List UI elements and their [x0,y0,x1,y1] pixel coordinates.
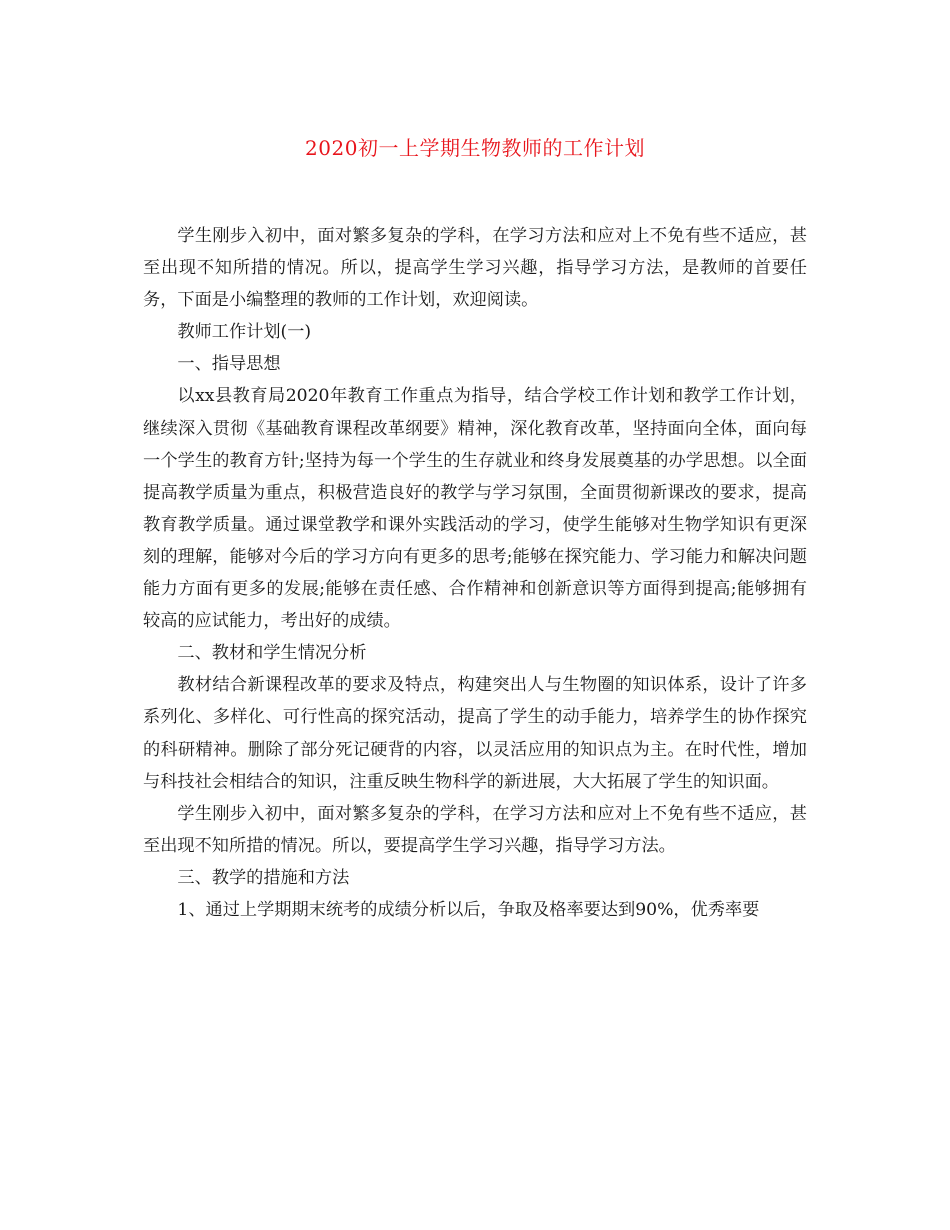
document-title: 2020初一上学期生物教师的工作计划 [305,136,645,160]
measure-item-1: 1、通过上学期期末统考的成绩分析以后，争取及格率要达到90%，优秀率要 [177,899,760,920]
materials-analysis-paragraph: 教材结合新课程改革的要求及特点，构建突出人与生物圈的知识体系，设计了许多系列化、多样化、可行性高的探究活动，提高了学生的动手能力，培养学生的协作探究的科研精神。删除了部分死记硬背的内容，以灵活应用的知识点为主。在时代性，增加与科技社会相结合的知识，注重反映生物科学的新进展，大大拓展了学生的知识面。 [143,675,807,792]
section-heading-materials-students: 二、教材和学生情况分析 [177,643,367,664]
section-heading-guiding-ideas: 一、指导思想 [177,354,281,375]
section-heading-teaching-measures: 三、教学的措施和方法 [177,867,350,888]
students-analysis-paragraph: 学生刚步入初中，面对繁多复杂的学科，在学习方法和应对上不免有些不适应，甚至出现不知所措的情况。所以，要提高学生学习兴趣，指导学习方法。 [143,803,807,856]
intro-paragraph: 学生刚步入初中，面对繁多复杂的学科，在学习方法和应对上不免有些不适应，甚至出现不知所措的情况。所以，提高学生学习兴趣，指导学习方法，是教师的首要任务，下面是小编整理的教师的工作计划，欢迎阅读。 [143,226,807,311]
guiding-ideas-paragraph: 以xx县教育局2020年教育工作重点为指导，结合学校工作计划和教学工作计划，继续深入贯彻《基础教育课程改革纲要》精神，深化教育改革，坚持面向全体，面向每一个学生的教育方针;坚持为每一个学生的生存就业和终身发展奠基的办学思想。以全面提高教学质量为重点，积极营造良好的教学与学习氛围，全面贯彻新课改的要求，提高教育教学质量。通过课堂教学和课外实践活动的学习，使学生能够对生物学知识有更深刻的理解，能够对今后的学习方向有更多的思考;能够在探究能力、学习能力和解决问题能力方面有更多的发展;能够在责任感、合作精神和创新意识等方面得到提高;能够拥有较高的应试能力，考出好的成绩。 [143,386,807,632]
document-body [143,220,807,926]
plan-heading: 教师工作计划(一) [177,322,312,343]
